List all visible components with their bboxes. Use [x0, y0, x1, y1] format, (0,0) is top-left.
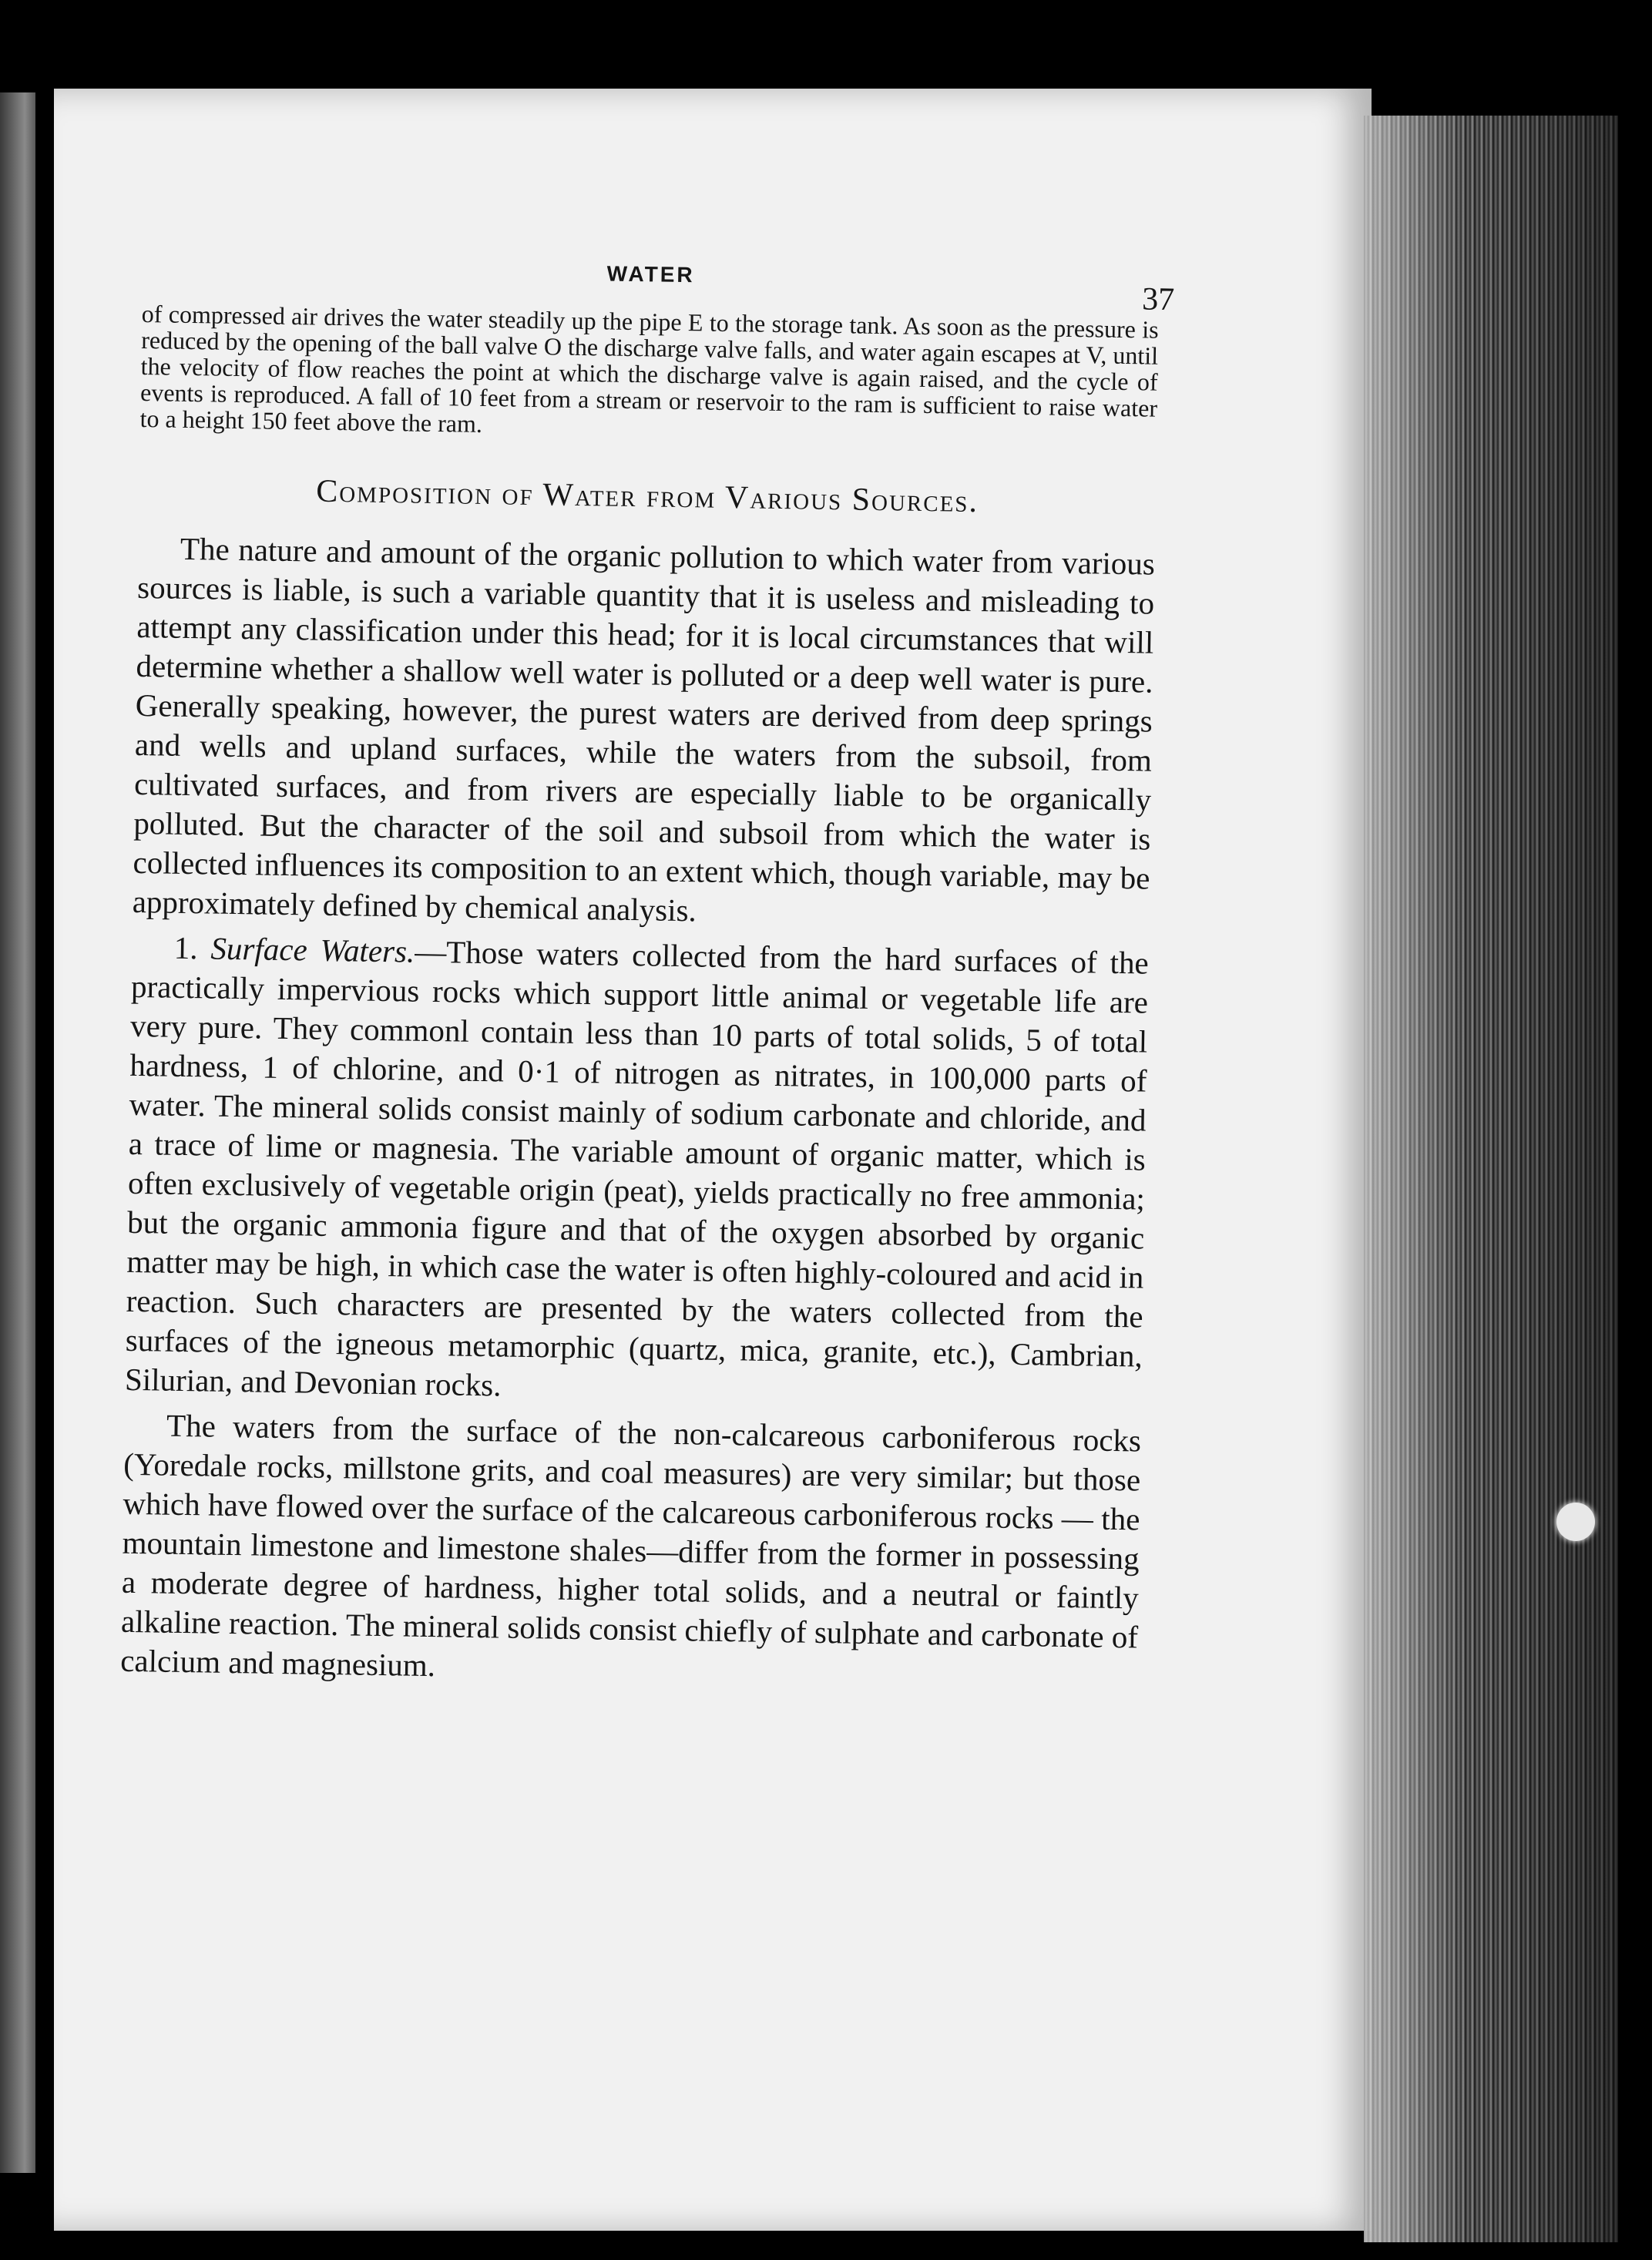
page-stack-shading	[1364, 116, 1618, 2242]
body-text	[120, 529, 1155, 1697]
continuation-paragraph: of compressed air drives the water steadily up the pipe E to the storage tank. As soon as the pressure is reduced by the opening of the ball valve O the discharge valve falls, and water again escapes at V, until the velocity of flow reaches the point at which the discharge valve is again raised, and the cycle of events is reproduced. A fall of 10 feet from a stream or reservoir to the ram is sufficient to raise water to a height 150 feet above the ram.	[139, 299, 1159, 438]
surface-waters-body: —Those waters collected from the hard surfaces of the practically impervious rocks which support little animal or vegetable life are very pure. They commonl contain less than 10 parts of total solids, 5 of total hardness, 1 of chlorine, and 0·1 of nitrogen as nitrates, in 100,000 parts of water. The mineral solids consist mainly of sodium carbonate and chloride, and a trace of lime or magnesia. The variable amount of organic matter, which is often exclusively of vegetable origin (peat), yields practically no free ammonia; but the organic ammonia figure and that of the oxygen absorbed by organic matter may be high, in which case the water is often highly-coloured and acid in reaction. Such characters are presented by the waters collected from the surfaces of the igneous metamorphic (quartz, mica, granite, etc.), Cambrian, Silurian, and Devonian rocks.	[124, 933, 1150, 1403]
continuation-block	[139, 301, 1159, 448]
surface-waters-paragraph	[125, 928, 1149, 1415]
page-content	[119, 254, 1175, 1697]
running-title: WATER	[606, 261, 695, 287]
binding-hole	[1556, 1503, 1595, 1541]
facing-page-edge	[0, 92, 35, 2173]
surface-waters-title: Surface Waters.	[210, 930, 415, 969]
intro-paragraph: The nature and amount of the organic pollution to which water from various sources is liable, is such a variable quantity that it is useless and misleading to attempt any classification under this head; for it is local circumstances that will determine whether a shallow well water is polluted or a deep well water is pure. Generally speaking, however, the purest waters are derived from deep springs and wells and upland surfaces, while the waters from the subsoil, from cultivated surfaces, and from rivers are especially liable to be organically polluted. But the character of the soil and subsoil from which the water is collected influences its composition to an extent which, though variable, may be approximately defined by chemical analysis.	[132, 530, 1156, 929]
surface-waters-number: 1.	[173, 929, 198, 966]
carboniferous-paragraph: The waters from the surface of the non-calcareous carboniferous rocks (Yoredale rocks, millstone grits, and coal measures) are very similar; but those which have flowed over the surface of the calcareous carboniferous rocks — the mountain limestone and limestone shales—differ from the former in possessing a moderate degree of hardness, higher total solids, and a neutral or faintly alkaline reaction. The mineral solids consist chiefly of sulphate and carbonate of calcium and magnesium.	[119, 1407, 1142, 1684]
page-number: 37	[1141, 281, 1175, 318]
section-heading: Composition of Water from Various Sources.	[315, 473, 979, 520]
